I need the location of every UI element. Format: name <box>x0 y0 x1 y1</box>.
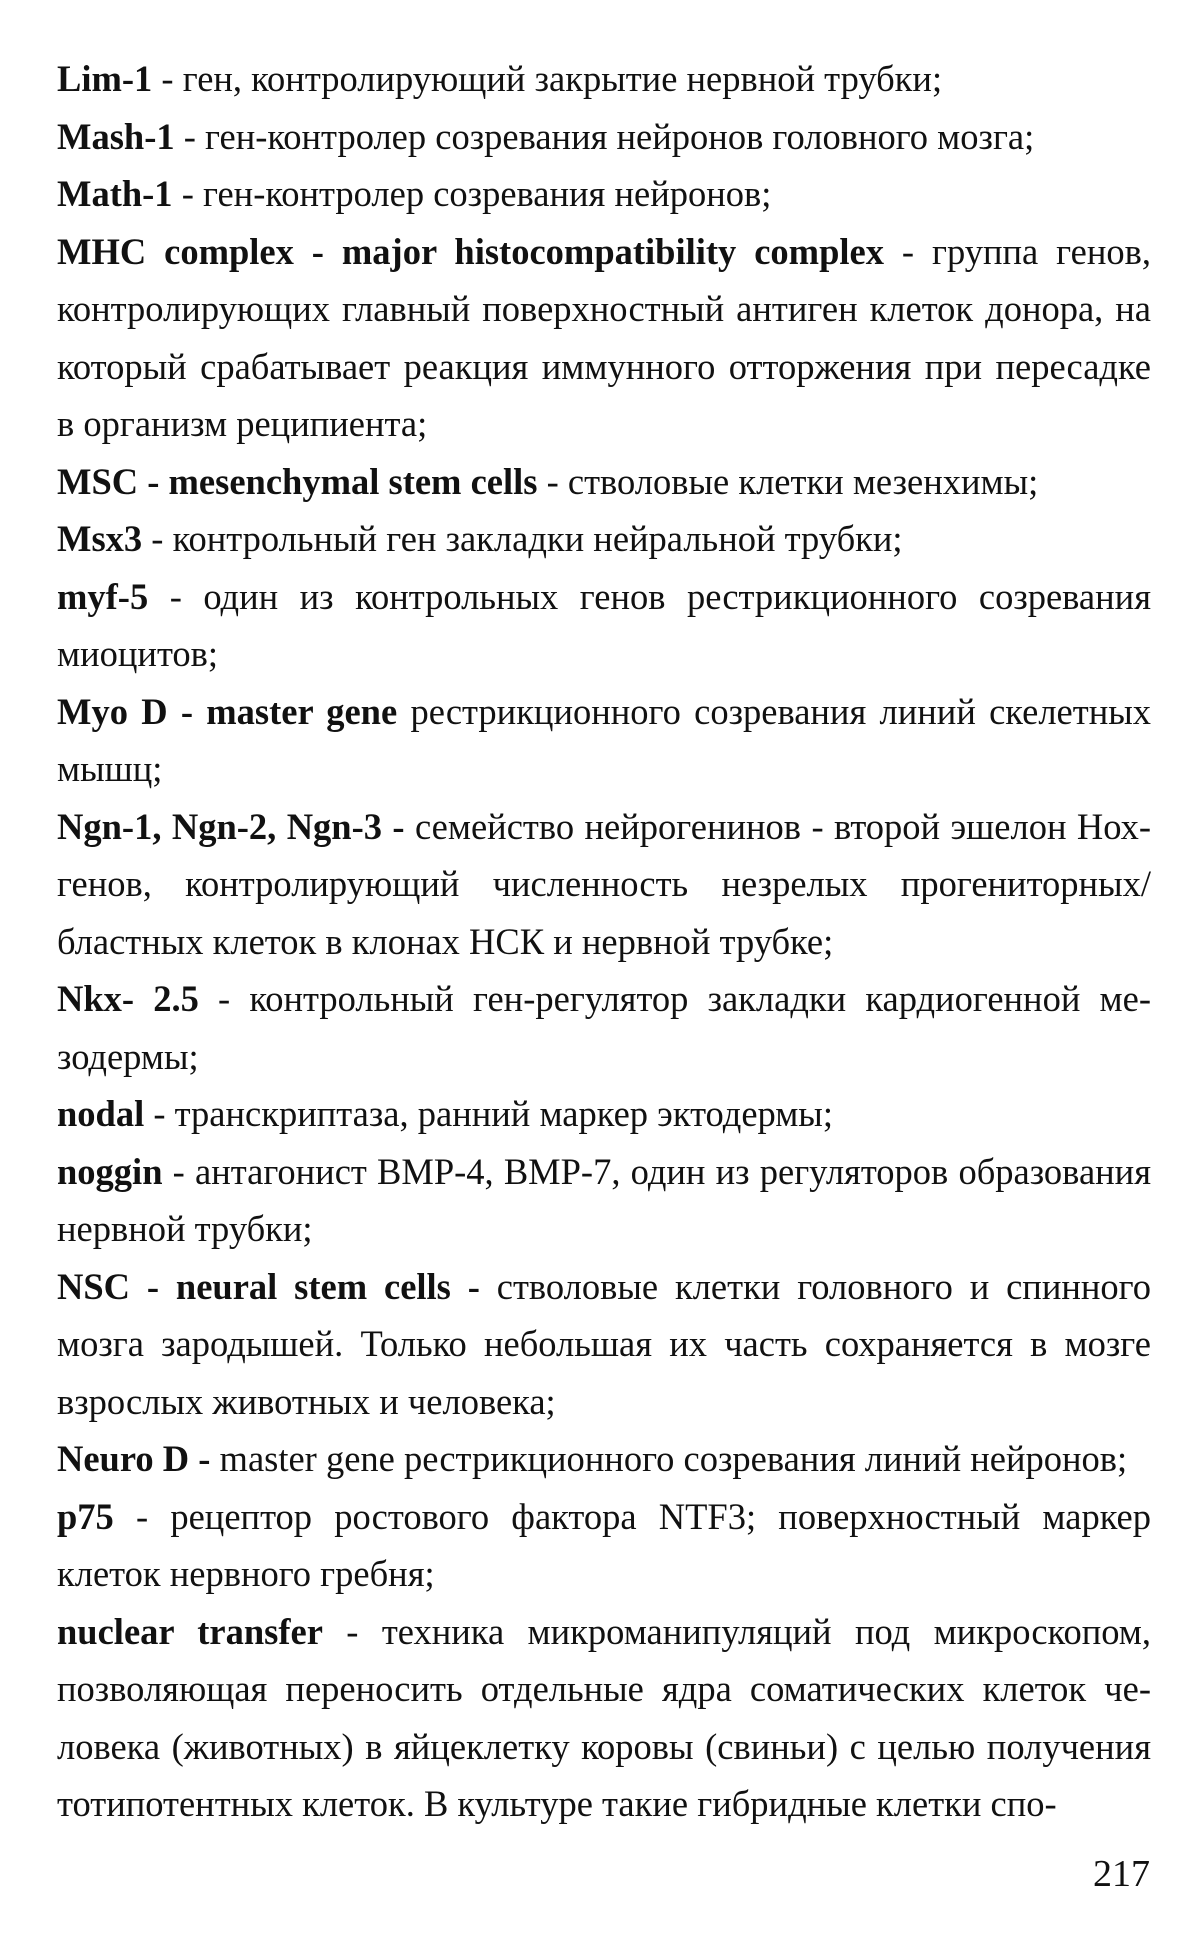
glossary-term: Msx3 <box>57 518 143 559</box>
term-separator: - <box>113 1495 171 1537</box>
glossary-definition: семейство нейрогенинов - второй эшелон Нох-генов, контролирующий численность незрелых прогениторных/бластных клеток в клонах НСК и нервной трубке; <box>57 805 1151 962</box>
glossary-term: noggin <box>57 1150 163 1192</box>
glossary-definition: ген-контролер созревания нейронов; <box>202 173 772 214</box>
term-separator: - <box>144 1093 175 1134</box>
glossary-term: Lim-1 <box>57 58 153 99</box>
glossary-term: Myo D - master gene <box>57 690 398 732</box>
glossary-entry-myf5 <box>57 568 1151 683</box>
term-separator <box>210 1438 219 1479</box>
term-separator: - <box>142 518 173 559</box>
glossary-definition: транскриптаза, ранний маркер эктодермы; <box>174 1093 833 1134</box>
glossary-entry-nodal <box>57 1085 1151 1143</box>
glossary-definition: ген-контролер созревания нейронов головного мозга; <box>205 115 1035 157</box>
glossary-definition: стволовые клетки мезенхимы; <box>567 460 1039 502</box>
page-number: 217 <box>1093 1853 1150 1895</box>
glossary-term: nodal <box>57 1093 145 1134</box>
glossary-definition: стволовые клетки головного и спинного мозга зародышей. Только небольшая их часть сохраняется в мозге взрослых животных и человека; <box>57 1265 1151 1422</box>
glossary-definition: один из контрольных генов рестрикционного созревания миоцитов; <box>57 575 1151 674</box>
term-separator: - <box>152 58 183 99</box>
glossary-definition: ген, контролирующий закрытие нервной трубки; <box>182 58 943 99</box>
glossary-entry-mash1 <box>57 108 1151 166</box>
glossary-definition: рецептор ростового фактора NTF3; поверхностный маркер клеток нервного гребня; <box>57 1495 1151 1594</box>
glossary-entry-ngn <box>57 798 1151 971</box>
term-separator <box>397 691 410 732</box>
glossary-text-block <box>57 50 1151 1833</box>
glossary-term: Mash-1 <box>57 115 175 157</box>
glossary-term: Math-1 <box>57 173 173 214</box>
glossary-entry-msx3 <box>57 510 1151 568</box>
term-separator: - <box>537 460 568 502</box>
term-separator <box>405 806 415 847</box>
glossary-entry-nuclear-transfer <box>57 1603 1151 1833</box>
glossary-term: nuclear transfer <box>57 1610 323 1652</box>
glossary-term: NSC - neural stem cells - <box>57 1265 480 1307</box>
glossary-definition: группа генов, контролирующих главный поверхностный антиген клеток донора, на который срабатывает реакция иммунного отторжения при пересадке в организм реципиента; <box>57 230 1152 444</box>
term-separator: - <box>198 978 250 1019</box>
term-separator: - <box>162 1150 195 1192</box>
glossary-entry-mhc-complex <box>57 223 1151 453</box>
glossary-term: MSC - mesenchymal stem cells <box>57 460 538 502</box>
glossary-term: myf-5 <box>57 575 149 617</box>
term-separator: - <box>172 173 203 214</box>
glossary-term: p75 <box>57 1495 114 1537</box>
glossary-entry-nkx25 <box>57 970 1151 1085</box>
glossary-definition: master gene рестрикционного созревания линий нейронов; <box>219 1438 1128 1479</box>
glossary-definition: рестрикционного созревания линий скелетных мышц; <box>57 690 1152 789</box>
glossary-term: MHC complex - major histocompatibility complex <box>57 230 884 272</box>
glossary-entry-math1 <box>57 165 1151 223</box>
glossary-definition: техника микроманипуляций под микроскопом, позволяющая переносить отдельные ядра соматических клеток человека (животных) в яйцеклетку коровы (свиньи) с целью получения тотипотентных клеток. В культуре такие гибридные клетки спо- <box>57 1610 1152 1824</box>
glossary-entry-lim1 <box>57 50 1151 108</box>
glossary-term: Neuro D - <box>57 1438 211 1479</box>
glossary-definition: контрольный ген-регулятор закладки кардиогенной мезодермы; <box>57 978 1151 1077</box>
term-separator: - <box>148 575 204 617</box>
glossary-entry-p75 <box>57 1488 1151 1603</box>
glossary-entry-myo-d <box>57 683 1151 798</box>
term-separator <box>480 1266 497 1307</box>
glossary-entry-msc <box>57 453 1151 511</box>
term-separator: - <box>322 1610 382 1652</box>
glossary-entry-noggin <box>57 1143 1151 1258</box>
term-separator: - <box>174 115 206 157</box>
term-separator: - <box>883 230 932 272</box>
glossary-entry-nsc <box>57 1258 1151 1431</box>
glossary-definition: антагонист ВМР-4, ВМР-7, один из регуляторов образования нервной трубки; <box>57 1150 1151 1249</box>
glossary-entry-neuro-d <box>57 1430 1151 1488</box>
glossary-term: Nkx- 2.5 <box>57 978 199 1019</box>
glossary-definition: контрольный ген закладки нейральной трубки; <box>172 518 903 559</box>
glossary-term: Ngn-1, Ngn-2, Ngn-3 - <box>57 805 405 847</box>
